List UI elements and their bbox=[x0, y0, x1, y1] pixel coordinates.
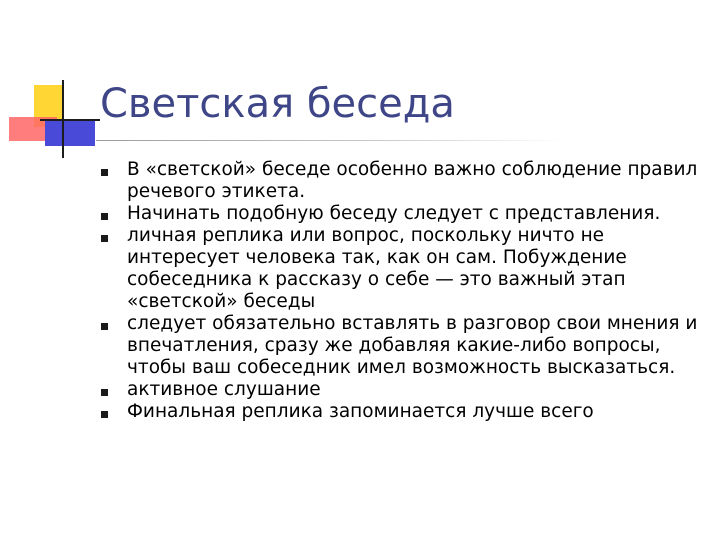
square-bullet-icon bbox=[101, 389, 108, 396]
bullet-item bbox=[0, 401, 707, 423]
bullet-item bbox=[0, 379, 707, 401]
title-underline bbox=[96, 140, 566, 141]
bullet-text: следует обязательно вставлять в разговор свои мнения и впечатления, сразу же добавляя какие-либо вопросы, чтобы ваш собеседник имел возможность высказаться. bbox=[127, 313, 698, 378]
square-bullet-icon bbox=[101, 169, 108, 176]
bullet-item bbox=[0, 225, 707, 313]
bullet-text: Финальная реплика запоминается лучше всего bbox=[127, 401, 594, 422]
square-bullet-icon bbox=[101, 411, 108, 418]
bullet-text: Начинать подобную беседу следует с представления. bbox=[127, 203, 661, 224]
square-bullet-icon bbox=[101, 213, 108, 220]
logo-blue-bar bbox=[45, 120, 95, 146]
logo-horizontal-line bbox=[40, 119, 100, 121]
square-bullet-icon bbox=[101, 235, 108, 242]
bullet-item bbox=[0, 313, 707, 379]
square-bullet-icon bbox=[101, 323, 108, 330]
bullet-text: активное слушание bbox=[127, 379, 321, 400]
bullet-text: В «светской» беседе особенно важно соблюдение правил речевого этикета. bbox=[127, 159, 698, 202]
bullet-list bbox=[0, 159, 720, 423]
bullet-item bbox=[0, 159, 707, 203]
bullet-text: личная реплика или вопрос, поскольку ничто не интересует человека так, как он сам. Побуждение собеседника к рассказу о себе — это важный этап «светской» беседы bbox=[127, 225, 627, 312]
slide-title: Светская беседа bbox=[100, 81, 455, 127]
bullet-item bbox=[0, 203, 707, 225]
